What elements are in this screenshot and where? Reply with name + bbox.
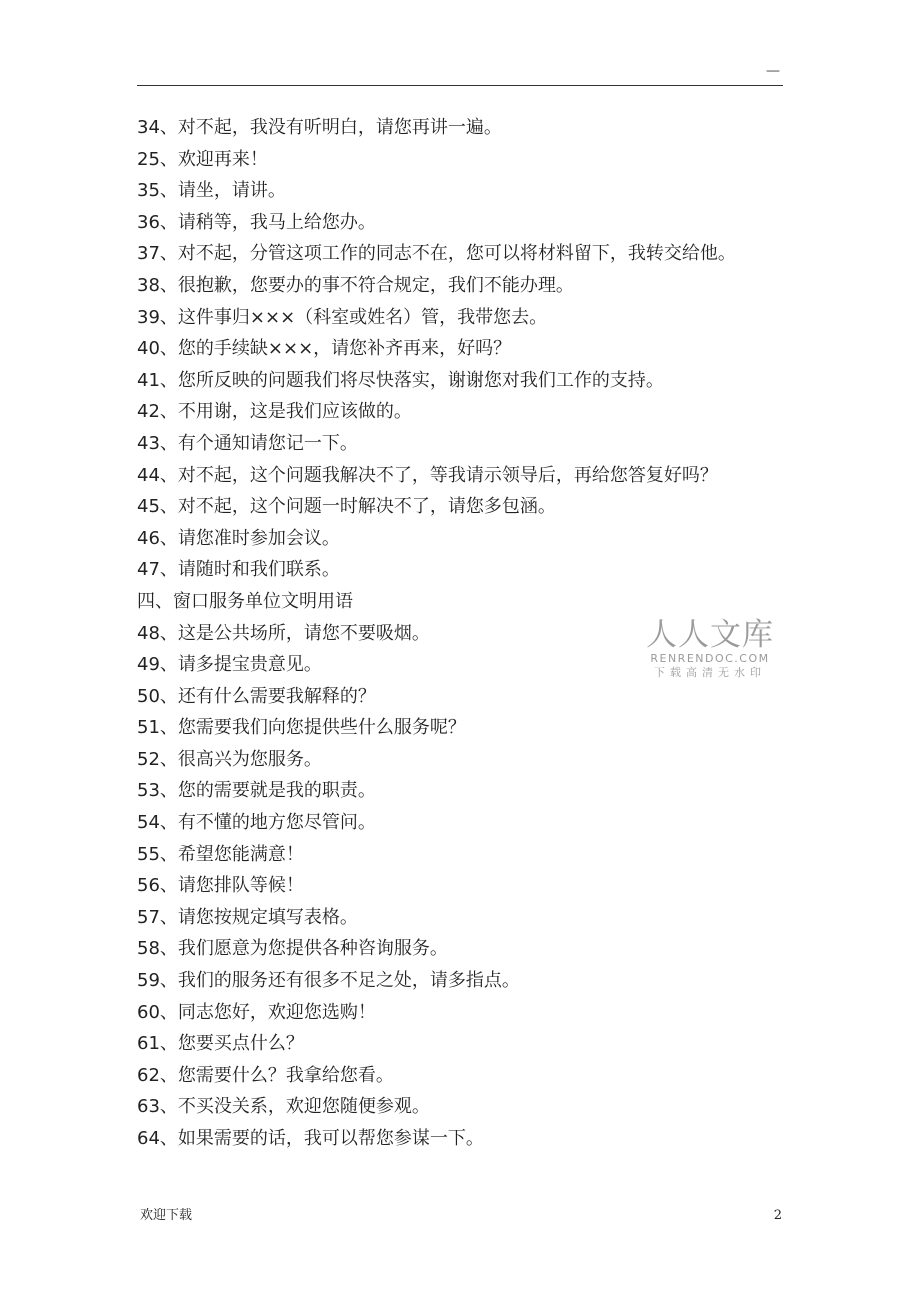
text-line: 45、对不起，这个问题一时解决不了，请您多包涵。 [137, 496, 556, 518]
text-line: 50、还有什么需要我解释的？ [137, 685, 376, 707]
text-line: 52、很高兴为您服务。 [137, 748, 322, 770]
section-heading: 四、窗口服务单位文明用语 [137, 590, 353, 612]
watermark-site: RENRENDOC.COM [650, 652, 770, 665]
text-line: 34、对不起，我没有听明白，请您再讲一遍。 [137, 117, 502, 138]
text-line: 64、如果需要的话，我可以帮您参谋一下。 [137, 1128, 484, 1149]
text-line: 59、我们的服务还有很多不足之处，请多指点。 [137, 970, 520, 992]
text-line: 49、请多提宝贵意见。 [137, 654, 322, 676]
text-line: 60、同志您好，欢迎您选购！ [137, 1001, 376, 1023]
text-line: 25、欢迎再来！ [137, 148, 268, 170]
header-rule [137, 85, 783, 86]
text-line: 48、这是公共场所，请您不要吸烟。 [137, 622, 430, 644]
text-line: 47、请随时和我们联系。 [137, 559, 340, 581]
footer-text: 欢迎下载 [140, 1208, 193, 1223]
page-number: 2 [773, 1208, 782, 1223]
text-line: 35、请坐，请讲。 [137, 180, 286, 202]
watermark-subtitle: 下载高清无水印 [654, 666, 766, 679]
text-line: 63、不买没关系，欢迎您随便参观。 [137, 1096, 430, 1118]
text-line: 39、这件事归×××（科室或姓名）管，我带您去。 [137, 306, 548, 328]
text-line: 44、对不起，这个问题我解决不了，等我请示领导后，再给您答复好吗？ [137, 464, 718, 486]
text-line: 46、请您准时参加会议。 [137, 527, 340, 549]
text-line: 54、有不懂的地方您尽管问。 [137, 812, 376, 834]
text-line: 51、您需要我们向您提供些什么服务呢？ [137, 717, 466, 739]
watermark-logo [645, 618, 775, 680]
text-line: 55、希望您能满意！ [137, 843, 304, 865]
watermark-title: 人人文库 [646, 617, 774, 653]
text-line: 38、很抱歉，您要办的事不符合规定，我们不能办理。 [137, 274, 574, 296]
text-line: 40、您的手续缺×××，请您补齐再来，好吗？ [137, 338, 512, 360]
text-line: 43、有个通知请您记一下。 [137, 432, 358, 454]
text-line: 53、您的需要就是我的职责。 [137, 780, 376, 802]
text-line: 56、请您排队等候！ [137, 875, 304, 897]
text-line: 42、不用谢，这是我们应该做的。 [137, 401, 412, 423]
text-line: 61、您要买点什么？ [137, 1033, 304, 1055]
text-line: 62、您需要什么？我拿给您看。 [137, 1064, 394, 1086]
text-line: 37、对不起，分管这项工作的同志不在，您可以将材料留下，我转交给他。 [137, 243, 736, 265]
text-line: 41、您所反映的问题我们将尽快落实，谢谢您对我们工作的支持。 [137, 369, 664, 391]
header-mark: — [766, 63, 780, 79]
text-line: 36、请稍等，我马上给您办。 [137, 211, 376, 233]
text-line: 58、我们愿意为您提供各种咨询服务。 [137, 938, 448, 960]
text-line: 57、请您按规定填写表格。 [137, 906, 358, 928]
